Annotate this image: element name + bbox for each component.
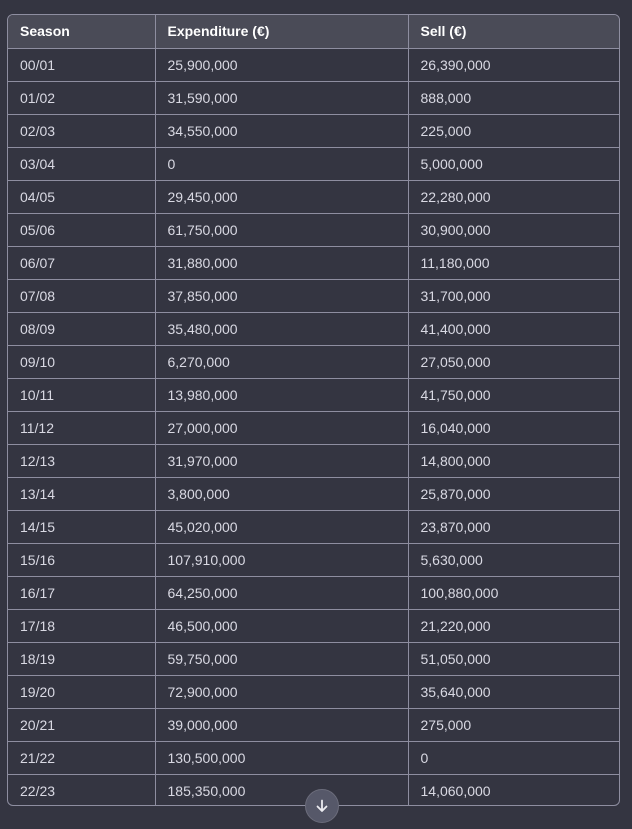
header-row	[8, 15, 619, 48]
cell-sell: 16,040,000	[408, 411, 619, 444]
table-row	[8, 477, 619, 510]
cell-season: 02/03	[8, 114, 155, 147]
cell-expenditure: 6,270,000	[155, 345, 408, 378]
cell-season: 21/22	[8, 741, 155, 774]
cell-expenditure: 25,900,000	[155, 48, 408, 81]
table-header	[8, 15, 619, 48]
cell-season: 11/12	[8, 411, 155, 444]
table-row	[8, 180, 619, 213]
cell-expenditure: 3,800,000	[155, 477, 408, 510]
cell-expenditure: 107,910,000	[155, 543, 408, 576]
cell-expenditure: 130,500,000	[155, 741, 408, 774]
cell-sell: 22,280,000	[408, 180, 619, 213]
cell-sell: 26,390,000	[408, 48, 619, 81]
cell-sell: 14,800,000	[408, 444, 619, 477]
data-table	[8, 15, 619, 806]
cell-sell: 0	[408, 741, 619, 774]
cell-sell: 14,060,000	[420, 782, 491, 799]
cell-season: 13/14	[8, 477, 155, 510]
cell-expenditure: 64,250,000	[155, 576, 408, 609]
cell-sell: 225,000	[408, 114, 619, 147]
table-row	[8, 378, 619, 411]
cell-expenditure: 72,900,000	[155, 675, 408, 708]
table-row	[8, 213, 619, 246]
cell-sell: 275,000	[408, 708, 619, 741]
cell-sell: 41,750,000	[408, 378, 619, 411]
cell-season: 18/19	[8, 642, 155, 675]
cell-expenditure: 34,550,000	[155, 114, 408, 147]
cell-season: 20/21	[8, 708, 155, 741]
cell-season: 04/05	[8, 180, 155, 213]
cell-expenditure: 29,450,000	[155, 180, 408, 213]
cell-season: 03/04	[8, 147, 155, 180]
table-row	[8, 708, 619, 741]
table-container	[7, 14, 620, 806]
cell-season: 00/01	[8, 48, 155, 81]
table-row	[8, 246, 619, 279]
table-row	[8, 444, 619, 477]
cell-expenditure: 27,000,000	[155, 411, 408, 444]
cell-season: 07/08	[8, 279, 155, 312]
cell-season: 15/16	[8, 543, 155, 576]
table-row	[8, 279, 619, 312]
cell-season: 05/06	[8, 213, 155, 246]
cell-expenditure: 46,500,000	[155, 609, 408, 642]
cell-expenditure: 39,000,000	[155, 708, 408, 741]
table-row	[8, 609, 619, 642]
cell-season: 09/10	[8, 345, 155, 378]
cell-expenditure: 185,350,000	[155, 774, 408, 806]
cell-sell: 30,900,000	[408, 213, 619, 246]
cell-expenditure: 59,750,000	[155, 642, 408, 675]
cell-sell: 21,220,000	[408, 609, 619, 642]
cell-expenditure: 37,850,000	[155, 279, 408, 312]
cell-sell: 23,870,000	[408, 510, 619, 543]
cell-sell: 100,880,000	[408, 576, 619, 609]
column-header-season: Season	[8, 15, 155, 48]
table-row	[8, 147, 619, 180]
column-header-sell: Sell (€)	[408, 15, 619, 48]
cell-sell: 888,000	[408, 81, 619, 114]
table-row	[8, 411, 619, 444]
cell-sell: 5,000,000	[408, 147, 619, 180]
cell-sell: 51,050,000	[408, 642, 619, 675]
cell-sell: 41,400,000	[408, 312, 619, 345]
cell-season: 06/07	[8, 246, 155, 279]
cell-expenditure: 35,480,000	[155, 312, 408, 345]
cell-season: 10/11	[8, 378, 155, 411]
table-row	[8, 642, 619, 675]
cell-expenditure: 31,970,000	[155, 444, 408, 477]
cell-expenditure: 13,980,000	[155, 378, 408, 411]
cell-sell: 25,870,000	[408, 477, 619, 510]
scroll-to-bottom-button[interactable]	[305, 789, 339, 823]
table-row	[8, 741, 619, 774]
table-row	[8, 510, 619, 543]
cell-season: 17/18	[8, 609, 155, 642]
cell-season: 14/15	[8, 510, 155, 543]
cell-sell: 5,630,000	[408, 543, 619, 576]
table-row	[8, 675, 619, 708]
cell-expenditure: 45,020,000	[155, 510, 408, 543]
table-row	[8, 345, 619, 378]
cell-sell: 11,180,000	[408, 246, 619, 279]
cell-season: 12/13	[8, 444, 155, 477]
cell-season: 19/20	[8, 675, 155, 708]
cell-sell: 31,700,000	[408, 279, 619, 312]
cell-season: 22/23	[8, 774, 155, 806]
cell-season: 08/09	[8, 312, 155, 345]
table-row	[8, 114, 619, 147]
table-row	[8, 543, 619, 576]
cell-expenditure: 31,590,000	[155, 81, 408, 114]
cell-sell: 27,050,000	[408, 345, 619, 378]
table-row	[8, 312, 619, 345]
table-row	[8, 81, 619, 114]
table-row	[8, 48, 619, 81]
cell-expenditure: 61,750,000	[155, 213, 408, 246]
cell-season: 01/02	[8, 81, 155, 114]
table-body	[8, 48, 619, 806]
cell-season: 16/17	[8, 576, 155, 609]
table-row	[8, 576, 619, 609]
cell-expenditure: 31,880,000	[155, 246, 408, 279]
arrow-down-icon	[314, 798, 330, 814]
cell-sell: 35,640,000	[408, 675, 619, 708]
column-header-expenditure: Expenditure (€)	[155, 15, 408, 48]
cell-expenditure: 0	[155, 147, 408, 180]
